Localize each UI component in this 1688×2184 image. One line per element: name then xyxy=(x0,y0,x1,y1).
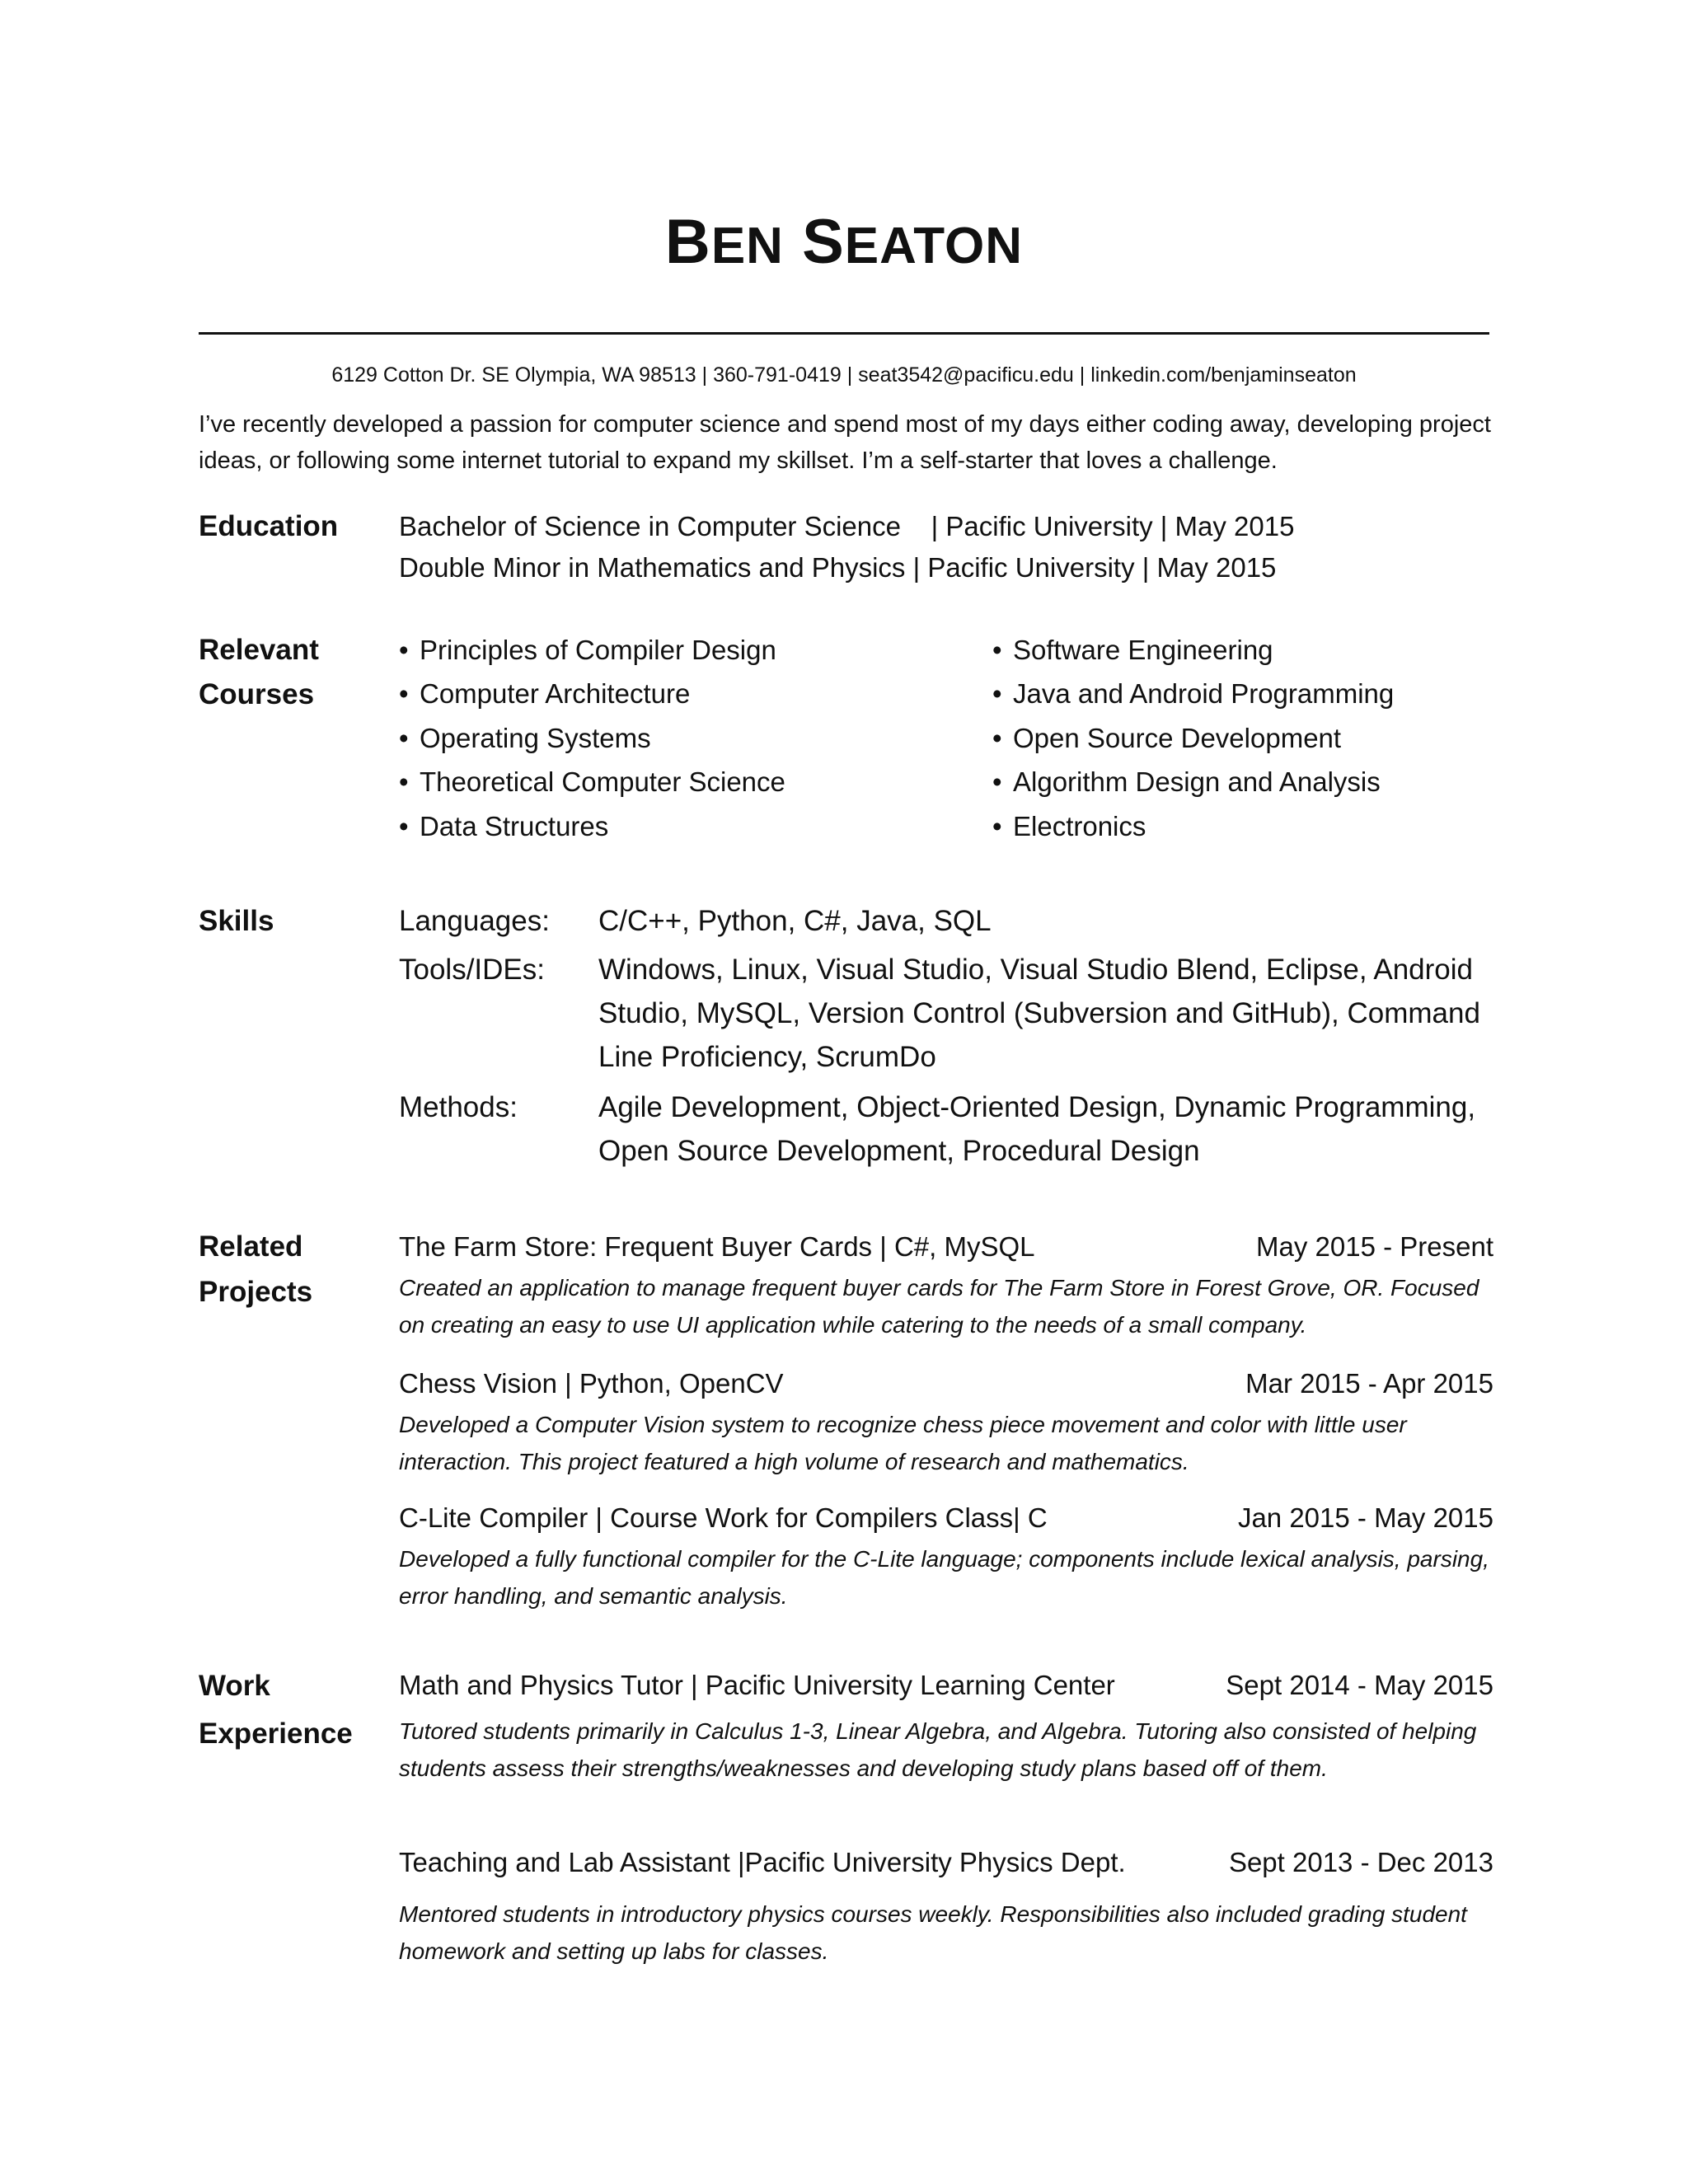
course-name: Open Source Development xyxy=(1013,723,1342,753)
course-item xyxy=(399,630,776,671)
project-date: May 2015 - Present xyxy=(1256,1231,1493,1262)
project-date: Jan 2015 - May 2015 xyxy=(1237,1502,1493,1533)
course-item xyxy=(992,806,1146,847)
course-item xyxy=(399,673,690,715)
job-title: Teaching and Lab Assistant |Pacific University Physics Dept. xyxy=(399,1847,1126,1877)
project-description: Created an application to manage frequent buyer cards for The Farm Store in Forest Grove, OR. Focused on creating an easy to use UI application while catering to the needs of a small company. xyxy=(399,1275,1479,1338)
bullet-icon: • xyxy=(992,678,1002,709)
job-description: Tutored students primarily in Calculus 1-3, Linear Algebra, and Algebra. Tutoring also consisted of helping students assess their strengths/weaknesses and developing study plans based off of them. xyxy=(399,1718,1477,1781)
course-item xyxy=(992,718,1341,759)
skill-key-tools: Tools/IDEs: xyxy=(399,954,545,986)
bullet-icon: • xyxy=(992,723,1002,753)
course-item xyxy=(992,762,1381,803)
job-date: Sept 2013 - Dec 2013 xyxy=(1228,1847,1493,1877)
course-item xyxy=(992,673,1394,715)
project-description: Developed a Computer Vision system to recognize chess piece movement and color with little user interaction. This project featured a high volume of research and mathematics. xyxy=(399,1412,1407,1474)
job-title: Math and Physics Tutor | Pacific University Learning Center xyxy=(399,1670,1115,1700)
course-item xyxy=(399,806,608,847)
course-item xyxy=(399,718,651,759)
job-description: Mentored students in introductory physics courses weekly. Responsibilities also included grading student homework and setting up labs for classes. xyxy=(399,1901,1467,1964)
bullet-icon: • xyxy=(992,635,1002,665)
education-line-2: Double Minor in Mathematics and Physics | Pacific University | May 2015 xyxy=(399,552,1277,583)
course-name: Electronics xyxy=(1013,811,1146,841)
bullet-icon: • xyxy=(399,766,409,797)
bullet-icon: • xyxy=(992,766,1002,797)
education-line-1: Bachelor of Science in Computer Science | Pacific University | May 2015 xyxy=(399,511,1295,541)
bullet-icon: • xyxy=(399,678,409,709)
course-name: Algorithm Design and Analysis xyxy=(1013,766,1381,797)
bullet-icon: • xyxy=(992,811,1002,841)
project-title: C-Lite Compiler | Course Work for Compilers Class| C xyxy=(399,1502,1048,1533)
summary-paragraph: I’ve recently developed a passion for computer science and spend most of my days either coding away, developing project ideas, or following some internet tutorial to expand my skillset. I’m a self-starter that loves a challenge. xyxy=(199,411,1491,474)
work-label-line-2: Experience xyxy=(199,1718,353,1750)
course-name: Data Structures xyxy=(420,811,609,841)
name-last-rest: EATON xyxy=(844,218,1024,274)
course-name: Principles of Compiler Design xyxy=(420,635,776,665)
job-date: Sept 2014 - May 2015 xyxy=(1226,1670,1493,1700)
project-date: Mar 2015 - Apr 2015 xyxy=(1245,1368,1493,1399)
course-name: Software Engineering xyxy=(1013,635,1273,665)
work-label-line-1: Work xyxy=(199,1670,270,1702)
skill-value-methods: Agile Development, Object-Oriented Design, Dynamic Programming, Open Source Development, Procedural Design xyxy=(598,1091,1476,1167)
project-title: The Farm Store: Frequent Buyer Cards | C#, MySQL xyxy=(399,1231,1035,1262)
course-item xyxy=(399,762,785,803)
skills-label: Skills xyxy=(199,905,274,937)
course-name: Computer Architecture xyxy=(420,678,691,709)
course-name: Operating Systems xyxy=(420,723,651,753)
name-first-initial: B xyxy=(664,207,711,277)
contact-info: 6129 Cotton Dr. SE Olympia, WA 98513 | 360-791-0419 | seat3542@pacificu.edu | linkedin.com/benjaminseaton xyxy=(331,363,1357,387)
bullet-icon: • xyxy=(399,723,409,753)
courses-label-line-2: Courses xyxy=(199,678,315,710)
education-label: Education xyxy=(199,510,339,542)
courses-label-line-1: Relevant xyxy=(199,634,319,666)
course-name: Java and Android Programming xyxy=(1013,678,1395,709)
applicant-name xyxy=(0,206,1688,278)
name-last-initial: S xyxy=(802,207,845,277)
projects-label-line-2: Projects xyxy=(199,1276,313,1308)
skill-key-methods: Methods: xyxy=(399,1091,518,1123)
skill-value-languages: C/C++, Python, C#, Java, SQL xyxy=(598,905,992,937)
skill-key-languages: Languages: xyxy=(399,905,550,937)
course-item xyxy=(992,630,1273,671)
course-name: Theoretical Computer Science xyxy=(420,766,785,797)
projects-label-line-1: Related xyxy=(199,1230,303,1263)
header-divider xyxy=(199,332,1489,335)
bullet-icon: • xyxy=(399,811,409,841)
bullet-icon: • xyxy=(399,635,409,665)
name-first-rest: EN xyxy=(710,218,784,274)
project-title: Chess Vision | Python, OpenCV xyxy=(399,1368,784,1399)
project-description: Developed a fully functional compiler for the C-Lite language; components include lexical analysis, parsing, error handling, and semantic analysis. xyxy=(399,1546,1489,1609)
skill-value-tools: Windows, Linux, Visual Studio, Visual Studio Blend, Eclipse, Android Studio, MySQL, Version Control (Subversion and GitHub), Command Line Proficiency, ScrumDo xyxy=(598,954,1480,1073)
